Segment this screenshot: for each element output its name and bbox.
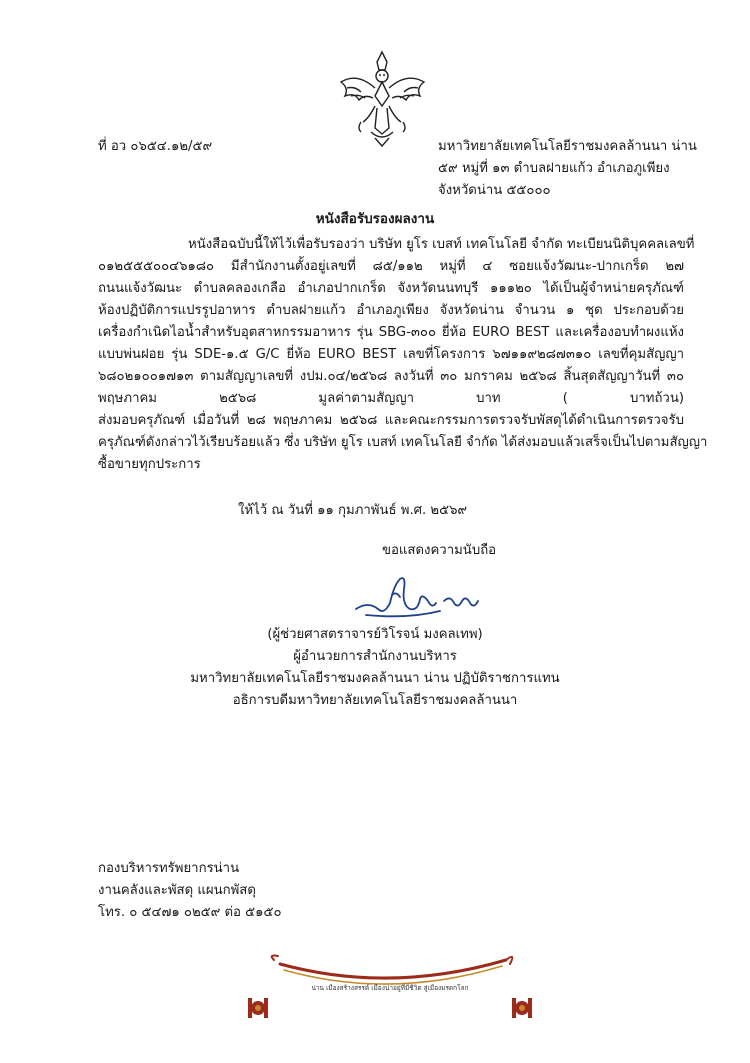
body-line: เครื่องกำเนิดไอน้ำสำหรับอุตสาหกรรมอาหาร รุ่น SBG-๓๐๐ ยี่ห้อ EURO BEST และเครื่องอบทำผงแห้ง <box>98 325 684 340</box>
left-ornament-icon <box>248 998 268 1018</box>
signer-name: (ผู้ช่วยศาสตราจารย์วิโรจน์ มงคลเทพ) <box>267 627 483 642</box>
signer-block <box>0 624 750 712</box>
body-line: พฤษภาคม ๒๕๖๘ มูลค่าตามสัญญา บาท ( บาทถ้วน) <box>98 391 684 406</box>
signer-position: ผู้อำนวยการสำนักงานบริหาร <box>293 649 457 664</box>
sender-address <box>438 136 697 202</box>
body-line: ๖๘๐๒๑๐๐๑๗๑๓ ตามสัญญาเลขที่ งปม.๐๔/๒๕๖๘ ลงวันที่ ๓๐ มกราคม ๒๕๖๘ สิ้นสุดสัญญาวันที่ ๓๐ <box>98 369 684 384</box>
body-line: ห้องปฏิบัติการแปรรูปอาหาร ตำบลฝายแก้ว อำเภอภูเพียง จังหวัดน่าน จำนวน ๑ ชุด ประกอบด้วย <box>98 303 684 318</box>
reference-number: ที่ อว ๐๖๕๔.๑๒/๕๙ <box>98 139 213 154</box>
address-line: จังหวัดน่าน ๕๕๐๐๐ <box>438 183 551 198</box>
contact-line: กองบริหารทรัพยากรน่าน <box>98 861 240 876</box>
given-date: ให้ไว้ ณ วันที่ ๑๑ กุมภาพันธ์ พ.ศ. ๒๕๖๙ <box>238 503 468 518</box>
document-title: หนังสือรับรองผลงาน <box>315 211 435 227</box>
body-line: ส่งมอบครุภัณฑ์ เมื่อวันที่ ๒๘ พฤษภาคม ๒๕๖๘ และคณะกรรมการตรวจรับพัสดุได้ดำเนินการตรวจรับ <box>98 413 684 428</box>
body-line: ๐๑๒๕๕๕๐๐๔๖๑๘๐ มีสำนักงานตั้งอยู่เลขที่ ๘๕/๑๑๒ หมู่ที่ ๔ ซอยแจ้งวัฒนะ-ปากเกร็ด ๒๗ <box>98 259 684 274</box>
certificate-body <box>98 234 708 476</box>
contact-block <box>98 858 282 924</box>
body-line: ซื้อขายทุกประการ <box>98 457 201 472</box>
body-line: ครุภัณฑ์ดังกล่าวไว้เรียบร้อยแล้ว ซึ่ง บริษัท ยูโร เบสท์ เทคโนโลยี จำกัด ได้ส่งมอบแล้วเสร็จเป็นไปตามสัญญา <box>98 435 708 450</box>
garuda-emblem <box>335 48 430 148</box>
footer-banner <box>240 950 540 1022</box>
signer-position: อธิการบดีมหาวิทยาลัยเทคโนโลยีราชมงคลล้านนา <box>232 693 518 708</box>
handwritten-signature <box>348 565 498 625</box>
body-line: แบบพ่นฝอย รุ่น SDE-๑.๕ G/C ยี่ห้อ EURO BEST เลขที่โครงการ ๖๗๑๑๙๒๘๗๓๑๐ เลขที่คุมสัญญา <box>98 347 684 362</box>
contact-line: งานคลังและพัสดุ แผนกพัสดุ <box>98 883 256 898</box>
address-line: ๕๙ หมู่ที่ ๑๓ ตำบลฝายแก้ว อำเภอภูเพียง <box>438 161 670 176</box>
body-line: หนังสือฉบับนี้ให้ไว้เพื่อรับรองว่า บริษัท ยูโร เบสท์ เทคโนโลยี จำกัด ทะเบียนนิติบุคคลเลขที่ <box>188 237 695 252</box>
body-line: ถนนแจ้งวัฒนะ ตำบลคลองเกลือ อำเภอปากเกร็ด จังหวัดนนทบุรี ๑๑๑๒๐ ได้เป็นผู้จำหน่ายครุภัณฑ์ <box>98 281 684 296</box>
address-line: มหาวิทยาลัยเทคโนโลยีราชมงคลล้านนา น่าน <box>438 139 697 154</box>
closing-phrase: ขอแสดงความนับถือ <box>382 543 497 558</box>
right-ornament-icon <box>512 998 532 1018</box>
banner-slogan: น่าน เมืองสร้างสรรค์ เมืองน่าอยู่ที่มีชีวิต สู่เมืองมรดกโลก <box>311 984 469 992</box>
contact-line: โทร. ๐ ๕๔๗๑ ๐๒๕๙ ต่อ ๕๑๕๐ <box>98 905 282 920</box>
signer-position: มหาวิทยาลัยเทคโนโลยีราชมงคลล้านนา น่าน ปฏิบัติราชการแทน <box>190 671 560 686</box>
